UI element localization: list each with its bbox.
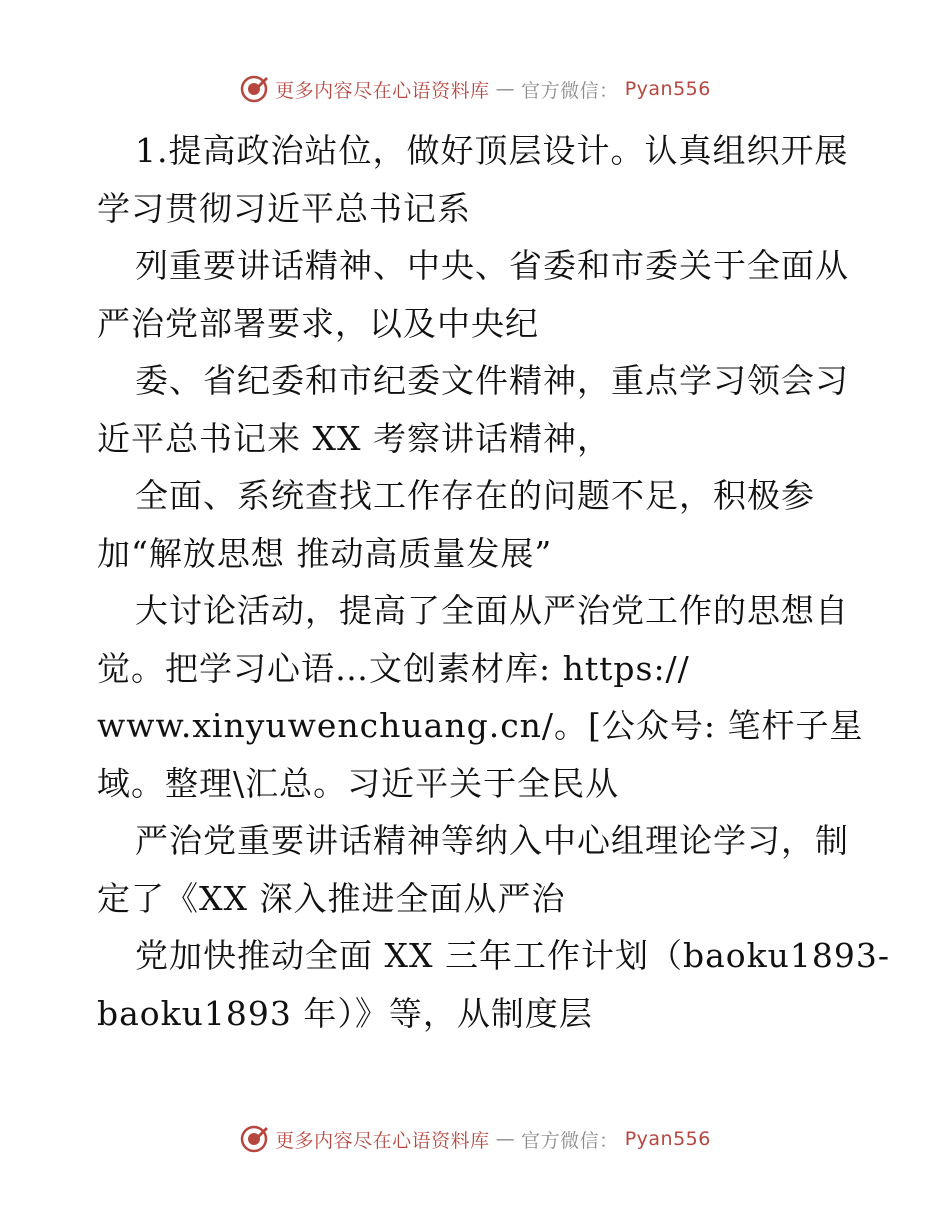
- watermark-brand-text: 更多内容尽在心语资料库: [275, 79, 490, 102]
- text-line: 定了《XX 深入推进全面从严治: [97, 878, 566, 918]
- header-watermark: [0, 74, 950, 104]
- watermark-dash: —: [495, 78, 516, 100]
- watermark-contact-label: 官方微信：: [521, 79, 619, 102]
- text-line: 委、省纪委和市纪委文件精神，重点学习领会习: [135, 361, 849, 400]
- document-body: [97, 122, 891, 1042]
- pen-logo-icon: [239, 74, 269, 104]
- footer-watermark: [0, 1124, 950, 1154]
- text-line: 党加快推动全面 XX 三年工作计划（baoku1893-: [135, 936, 891, 975]
- watermark-brand-text: 更多内容尽在心语资料库: [275, 1129, 490, 1152]
- text-line: 学习贯彻习近平总书记系: [97, 188, 471, 228]
- watermark-contact-id: Pyan556: [624, 1128, 711, 1150]
- text-line: 大讨论活动，提高了全面从严治党工作的思想自: [135, 591, 849, 630]
- pen-logo-icon: [239, 1124, 269, 1154]
- text-line: 觉。把学习心语…文创素材库: https://: [97, 648, 690, 688]
- text-line: www.xinyuwenchuang.cn/。[公众号: 笔杆子星: [97, 706, 864, 745]
- text-line: 加“解放思想 推动高质量发展”: [97, 533, 553, 573]
- text-line: 近平总书记来 XX 考察讲话精神，: [97, 418, 611, 458]
- text-line: baoku1893 年）》等，从制度层: [97, 993, 593, 1033]
- text-line: 列重要讲话精神、中央、省委和市委关于全面从: [135, 246, 849, 285]
- text-line: 全面、系统查找工作存在的问题不足，积极参: [135, 476, 815, 515]
- text-line: 严治党重要讲话精神等纳入中心组理论学习，制: [135, 821, 849, 860]
- text-line: 1.提高政治站位，做好顶层设计。认真组织开展: [135, 131, 849, 170]
- text-line: 域。整理\汇总。习近平关于全民从: [97, 763, 620, 803]
- watermark-contact-label: 官方微信：: [521, 1129, 619, 1152]
- watermark-contact-id: Pyan556: [624, 78, 711, 100]
- text-line: 严治党部署要求，以及中央纪: [97, 303, 539, 343]
- watermark-dash: —: [495, 1128, 516, 1150]
